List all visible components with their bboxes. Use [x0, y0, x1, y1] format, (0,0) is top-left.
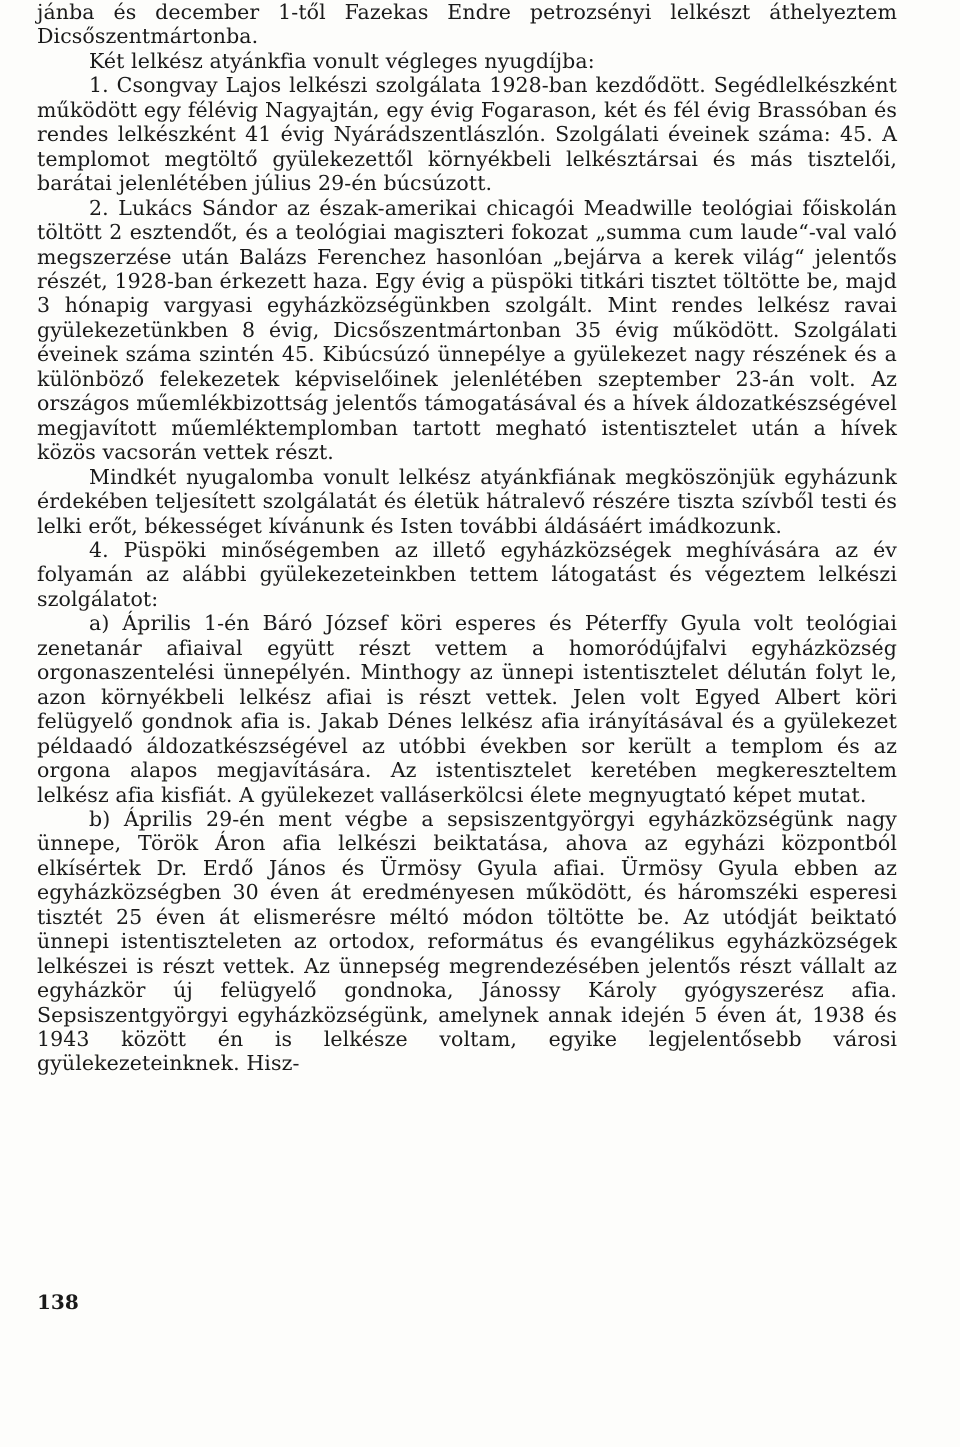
paragraph-4: 2. Lukács Sándor az észak-amerikai chicagói Meadwille teológiai főiskolán töltött 2 esztendőt, és a teológiai magiszteri fokozat „summa cum laude“-val való megszerzése után Balázs Ferenchez hasonlóan „bejárva a kerek világ“ jelentős részét, 1928-ban érkezett haza. Egy évig a püspöki titkári tisztet töltötte be, majd 3 hónapig vargyasi egyházközségünkben szolgált. Mint rendes lelkész ravai gyülekezetünkben 8 évig, Dicsőszentmártonban 35 évig működött. Szolgálati éveinek száma szintén 45. Kibúcsúzó ünnepélye a gyülekezet nagy részének és a különböző felekezetek képviselőinek jelenlétében szeptember 23-án volt. Az országos műemlékbizottság jelentős támogatásával és a hívek áldozatkészségével megjavított műemléktemplomban tartott megható istentisztelet után a hívek közös vacsorán vettek részt. [37, 195, 897, 465]
paragraph-1: jánba és december 1-től Fazekas Endre petrozsényi lelkészt áthelyeztem Dicsőszentmártonba. [37, 0, 897, 49]
body-text [37, 0, 897, 1076]
paragraph-7: a) Április 1-én Báró József köri esperes és Péterffy Gyula volt teológiai zenetanár afiaival együtt részt vettem a homoródújfalvi egyházközség orgonaszentelési ünnepélyén. Minthogy az ünnepi istentisztelet délután folyt le, azon környékbeli lelkész afiai is részt vettek. Jelen volt Egyed Albert köri felügyelő gondnok afia is. Jakab Dénes lelkész afia irányításával és a gyülekezet példaadó áldozatkészségével az utóbbi években sor került a templom és az orgona alapos megjavítására. Az istentisztelet keretében megkereszteltem lelkész afia kisfiát. A gyülekezet valláserkölcsi élete megnyugtató képet mutat. [37, 611, 897, 807]
paragraph-6: 4. Püspöki minőségemben az illető egyházközségek meghívására az év folyamán az alábbi gyülekezeteinkben tettem látogatást és végeztem lelkészi szolgálatot: [37, 537, 897, 611]
paragraph-8: b) Április 29-én ment végbe a sepsiszentgyörgyi egyházközségünk nagy ünnepe, Török Áron afia lelkészi beiktatása, ahova az egyházi központból elkísértek Dr. Erdő János és Ürmösy Gyula afiai. Ürmösy Gyula ebben az egyházközségben 30 éven át eredményesen működött, és háromszéki esperesi tisztét 25 éven át elismerésre méltó módon töltötte be. Az utódját beiktató ünnepi istentiszteleten az ortodox, református és evangélikus egyházközségek lelkészei is részt vettek. Az ünnepség megrendezésében jelentős részt vállalt az egyházkör új felügyelő gondnoka, Jánossy Károly gyógyszerész afia. Sepsiszentgyörgyi egyházközségünk, amelynek annak idején 5 éven át, 1938 és 1943 között én is lelkésze voltam, egyike legjelentősebb városi gyülekezeteinknek. Hisz- [37, 806, 897, 1076]
page-number: 138 [37, 1290, 79, 1314]
paragraph-3: 1. Csongvay Lajos lelkészi szolgálata 1928-ban kezdődött. Segédlelkészként működött egy félévig Nagyajtán, egy évig Fogarason, két és fél évig Brassóban és rendes lelkészként 41 évig Nyárádszentlászlón. Szolgálati éveinek száma: 45. A templomot megtöltő gyülekezettől környékbeli lelkésztársai és más tisztelői, barátai jelenlétében július 29-én búcsúzott. [37, 73, 897, 196]
paragraph-2: Két lelkész atyánkfia vonult végleges nyugdíjba: [89, 48, 595, 73]
paragraph-5: Mindkét nyugalomba vonult lelkész atyánkfiának megköszönjük egyházunk érdekében teljesített szolgálatát és életük hátralevő részére tiszta szívből testi és lelki erőt, békességet kívánunk és Isten további áldásáért imádkozunk. [37, 464, 897, 538]
